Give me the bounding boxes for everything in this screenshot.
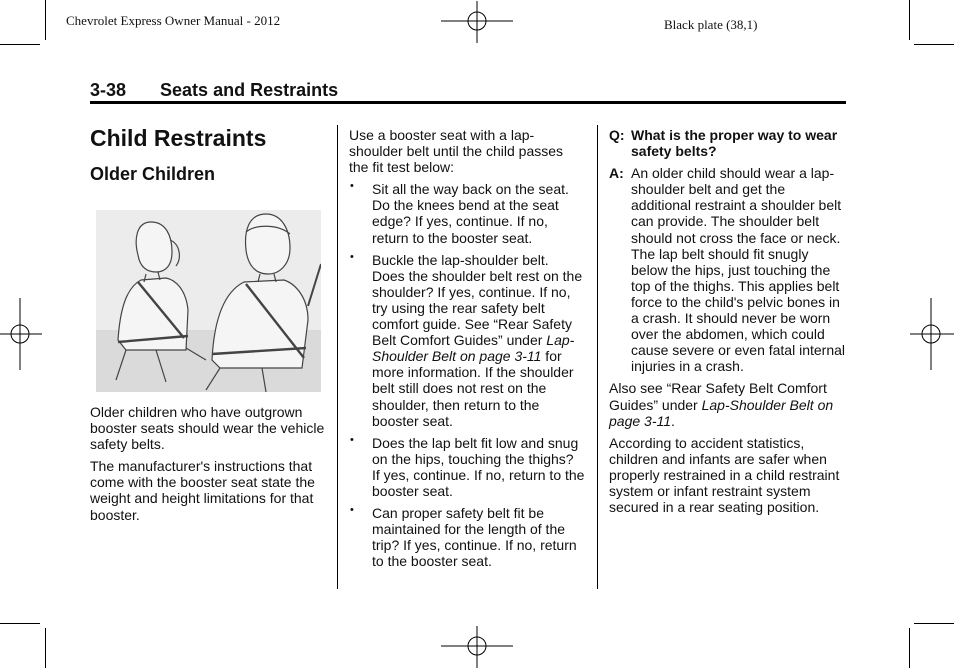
column-1-body [90,404,326,529]
crop-mark-top-right-v [909,0,910,40]
paragraph-outgrown: Older children who have outgrown booster seats should wear the vehicle safety belts. [90,404,325,453]
list-item-lap-belt [349,435,585,499]
column-divider-2 [597,125,598,589]
bullet-icon: • [350,250,354,263]
crop-mark-bottom-right-v [909,628,910,668]
answer [609,165,846,374]
list-item-text: Can proper safety belt fit be maintained for the length of the trip? If yes, continue. If no, return to the booster seat. [372,505,577,570]
also-see-text: Also see “Rear Safety Belt Comfort Guides” under [609,380,827,413]
page-title: Child Restraints [90,125,267,151]
bullet-icon: • [350,504,354,517]
question [609,127,846,159]
answer-text: An older child should wear a lap-shoulder belt and get the additional restraint a shoulder belt can provide. The shoulder belt should not cross the face or neck. The lap belt should fit snugly below the hips, just touching the top of the thighs. This applies belt force to the child's pelvic bones in a crash. It should never be worn over the abdomen, which could cause severe or even fatal internal injuries in a crash. [631,165,846,375]
crop-mark-bottom-right-h [914,623,954,624]
bullet-icon: • [350,180,354,193]
list-item-text: for more information. If the shoulder belt still does not rest on the shoulder, then return to the booster seat. [372,348,574,429]
answer-label: A: [609,165,624,182]
subsection-title: Older Children [90,164,216,184]
paragraph-statistics: According to accident statistics, children and infants are safer when properly restrained in a child restraint system or infant restraint system secured in a rear seating position. [609,434,840,516]
registration-mark-top-icon [441,1,513,43]
list-item-text: Sit all the way back on the seat. Do the knees bend at the seat edge? If yes, continue. If no, return to the booster seat. [372,181,569,246]
crop-mark-bottom-left-v [45,628,46,668]
list-item-buckle [349,252,585,429]
page-number: 3-38 [90,80,127,100]
crop-mark-top-left-h [0,44,40,45]
list-item-text: Buckle the lap-shoulder belt. Does the shoulder belt rest on the shoulder? If yes, continue. If no, try using the rear safety belt comfort guide. See “Rear Safety Belt Comfort Guides” under [372,251,583,349]
registration-mark-bottom-icon [441,626,513,668]
also-see-end: . [671,412,675,429]
manual-title: Chevrolet Express Owner Manual - 2012 [66,13,281,28]
list-item-trip-length [349,505,585,569]
question-text: What is the proper way to wear safety belts? [631,127,838,160]
children-seatbelt-illustration-icon [96,210,321,392]
cross-reference-link[interactable]: Lap-Shoulder Belt on page 3-11 [609,396,834,429]
crop-mark-top-left-v [45,0,46,40]
list-item-sit-back [349,181,585,245]
paragraph-also-see [609,380,846,428]
plate-label: Black plate (38,1) [664,17,758,32]
column-3-body [609,127,846,521]
crop-mark-top-right-h [914,44,954,45]
crop-mark-bottom-left-h [0,623,40,624]
section-header [90,80,338,101]
paragraph-booster-intro: Use a booster seat with a lap-shoulder belt until the child passes the fit test below: [349,127,564,176]
cross-reference-link[interactable]: Lap-Shoulder Belt on page 3-11 [372,332,575,365]
paragraph-manufacturer: The manufacturer's instructions that come with the booster seat state the weight and height limitations for that booster. [90,458,315,523]
header-rule [90,101,846,104]
section-name: Seats and Restraints [160,80,339,100]
list-item-text: Does the lap belt fit low and snug on the hips, touching the thighs? If yes, continue. If no, return to the booster seat. [372,434,585,499]
column-divider-1 [337,125,338,589]
registration-mark-right-icon [910,298,954,370]
registration-mark-left-icon [0,298,42,370]
column-2-body [349,127,585,575]
bullet-icon: • [350,433,354,446]
question-label: Q: [609,127,625,143]
